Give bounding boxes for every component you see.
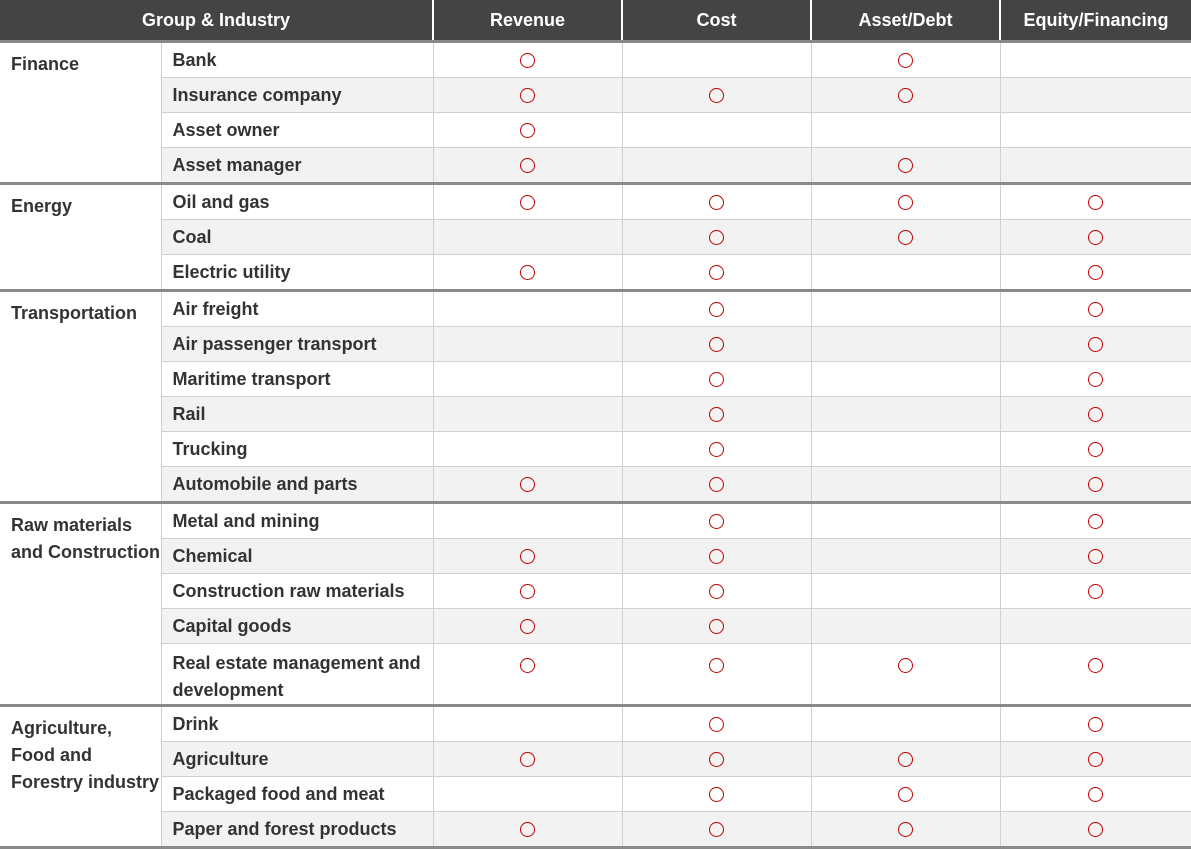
revenue-cell [433,220,622,255]
equity-financing-cell [1000,574,1191,609]
circle-mark-icon [709,584,724,599]
cost-cell [622,78,811,113]
equity-financing-cell [1000,220,1191,255]
revenue-cell [433,327,622,362]
table-row [0,742,1191,777]
table-row [0,255,1191,291]
circle-mark-icon [709,442,724,457]
revenue-cell [433,812,622,848]
cost-cell [622,742,811,777]
asset-debt-cell [811,397,1000,432]
circle-mark-icon [898,230,913,245]
revenue-cell [433,609,622,644]
circle-mark-icon [709,88,724,103]
circle-mark-icon [709,822,724,837]
equity-financing-cell [1000,362,1191,397]
industry-name: Insurance company [161,78,433,113]
asset-debt-cell [811,113,1000,148]
group-name: Finance [0,42,161,184]
revenue-cell [433,255,622,291]
table-row [0,644,1191,706]
equity-financing-cell [1000,777,1191,812]
revenue-cell [433,362,622,397]
cost-cell [622,467,811,503]
revenue-cell [433,42,622,78]
circle-mark-icon [709,230,724,245]
circle-mark-icon [709,752,724,767]
circle-mark-icon [898,822,913,837]
table-row [0,184,1191,220]
industry-name: Paper and forest products [161,812,433,848]
circle-mark-icon [1088,477,1103,492]
circle-mark-icon [1088,752,1103,767]
equity-financing-cell [1000,78,1191,113]
cost-cell [622,644,811,706]
table-row [0,42,1191,78]
table-row [0,467,1191,503]
table-row [0,148,1191,184]
equity-financing-cell [1000,148,1191,184]
table-row [0,113,1191,148]
header-group-industry: Group & Industry [0,0,433,42]
circle-mark-icon [1088,265,1103,280]
asset-debt-cell [811,644,1000,706]
circle-mark-icon [898,195,913,210]
table-row [0,777,1191,812]
table-row [0,503,1191,539]
header-row [0,0,1191,42]
group-name: Energy [0,184,161,291]
revenue-cell [433,78,622,113]
asset-debt-cell [811,255,1000,291]
circle-mark-icon [898,53,913,68]
equity-financing-cell [1000,291,1191,327]
circle-mark-icon [709,514,724,529]
circle-mark-icon [1088,195,1103,210]
asset-debt-cell [811,503,1000,539]
revenue-cell [433,113,622,148]
circle-mark-icon [1088,230,1103,245]
circle-mark-icon [1088,372,1103,387]
circle-mark-icon [709,549,724,564]
revenue-cell [433,467,622,503]
circle-mark-icon [1088,584,1103,599]
header-asset-debt: Asset/Debt [811,0,1000,42]
revenue-cell [433,184,622,220]
industry-name: Metal and mining [161,503,433,539]
circle-mark-icon [709,407,724,422]
group-name: Raw materials and Construction [0,503,161,706]
circle-mark-icon [709,619,724,634]
cost-cell [622,113,811,148]
circle-mark-icon [709,302,724,317]
circle-mark-icon [709,372,724,387]
circle-mark-icon [520,549,535,564]
equity-financing-cell [1000,812,1191,848]
table-row [0,574,1191,609]
asset-debt-cell [811,812,1000,848]
table-row [0,432,1191,467]
revenue-cell [433,777,622,812]
industry-name: Electric utility [161,255,433,291]
industry-name: Automobile and parts [161,467,433,503]
cost-cell [622,574,811,609]
circle-mark-icon [520,477,535,492]
industry-name: Rail [161,397,433,432]
industry-name: Drink [161,706,433,742]
equity-financing-cell [1000,742,1191,777]
circle-mark-icon [520,53,535,68]
industry-name: Air passenger transport [161,327,433,362]
circle-mark-icon [520,658,535,673]
asset-debt-cell [811,609,1000,644]
table-row [0,220,1191,255]
circle-mark-icon [520,195,535,210]
cost-cell [622,291,811,327]
circle-mark-icon [1088,337,1103,352]
cost-cell [622,539,811,574]
revenue-cell [433,644,622,706]
table-row [0,397,1191,432]
asset-debt-cell [811,42,1000,78]
circle-mark-icon [1088,717,1103,732]
table-row [0,539,1191,574]
asset-debt-cell [811,777,1000,812]
circle-mark-icon [1088,658,1103,673]
revenue-cell [433,432,622,467]
cost-cell [622,397,811,432]
circle-mark-icon [1088,407,1103,422]
industry-name: Coal [161,220,433,255]
equity-financing-cell [1000,706,1191,742]
revenue-cell [433,148,622,184]
header-cost: Cost [622,0,811,42]
table-row [0,327,1191,362]
group-name: Transportation [0,291,161,503]
cost-cell [622,362,811,397]
cost-cell [622,148,811,184]
circle-mark-icon [898,752,913,767]
industry-name: Packaged food and meat [161,777,433,812]
circle-mark-icon [520,88,535,103]
circle-mark-icon [1088,442,1103,457]
asset-debt-cell [811,78,1000,113]
circle-mark-icon [520,158,535,173]
circle-mark-icon [709,658,724,673]
circle-mark-icon [1088,787,1103,802]
asset-debt-cell [811,327,1000,362]
circle-mark-icon [520,584,535,599]
industry-name: Real estate management and development [161,644,433,706]
equity-financing-cell [1000,609,1191,644]
industry-name: Maritime transport [161,362,433,397]
circle-mark-icon [898,787,913,802]
asset-debt-cell [811,742,1000,777]
cost-cell [622,777,811,812]
circle-mark-icon [898,88,913,103]
circle-mark-icon [520,822,535,837]
equity-financing-cell [1000,467,1191,503]
cost-cell [622,42,811,78]
asset-debt-cell [811,432,1000,467]
circle-mark-icon [709,787,724,802]
circle-mark-icon [709,337,724,352]
equity-financing-cell [1000,327,1191,362]
revenue-cell [433,574,622,609]
industry-name: Oil and gas [161,184,433,220]
industry-name: Bank [161,42,433,78]
cost-cell [622,184,811,220]
industry-name: Capital goods [161,609,433,644]
circle-mark-icon [520,619,535,634]
cost-cell [622,609,811,644]
asset-debt-cell [811,184,1000,220]
industry-name: Chemical [161,539,433,574]
equity-financing-cell [1000,397,1191,432]
revenue-cell [433,539,622,574]
equity-financing-cell [1000,432,1191,467]
revenue-cell [433,291,622,327]
revenue-cell [433,742,622,777]
circle-mark-icon [1088,549,1103,564]
header-equity-financing: Equity/Financing [1000,0,1191,42]
asset-debt-cell [811,291,1000,327]
group-name: Agriculture, Food and Forestry industry [0,706,161,848]
industry-name: Asset owner [161,113,433,148]
industry-name: Agriculture [161,742,433,777]
table-body [0,42,1191,848]
cost-cell [622,432,811,467]
cost-cell [622,706,811,742]
equity-financing-cell [1000,644,1191,706]
circle-mark-icon [520,265,535,280]
asset-debt-cell [811,574,1000,609]
asset-debt-cell [811,467,1000,503]
asset-debt-cell [811,220,1000,255]
equity-financing-cell [1000,113,1191,148]
equity-financing-cell [1000,255,1191,291]
asset-debt-cell [811,706,1000,742]
industry-name: Air freight [161,291,433,327]
cost-cell [622,812,811,848]
circle-mark-icon [1088,514,1103,529]
revenue-cell [433,397,622,432]
asset-debt-cell [811,148,1000,184]
revenue-cell [433,503,622,539]
table-row [0,78,1191,113]
asset-debt-cell [811,539,1000,574]
industry-name: Construction raw materials [161,574,433,609]
industry-name: Trucking [161,432,433,467]
table-row [0,362,1191,397]
header-revenue: Revenue [433,0,622,42]
revenue-cell [433,706,622,742]
table-header [0,0,1191,42]
circle-mark-icon [898,158,913,173]
circle-mark-icon [898,658,913,673]
table-row [0,812,1191,848]
circle-mark-icon [709,477,724,492]
equity-financing-cell [1000,503,1191,539]
industry-name: Asset manager [161,148,433,184]
equity-financing-cell [1000,539,1191,574]
cost-cell [622,503,811,539]
table-row [0,706,1191,742]
circle-mark-icon [1088,822,1103,837]
asset-debt-cell [811,362,1000,397]
circle-mark-icon [709,195,724,210]
table-row [0,291,1191,327]
table-row [0,609,1191,644]
circle-mark-icon [709,717,724,732]
equity-financing-cell [1000,42,1191,78]
cost-cell [622,255,811,291]
cost-cell [622,220,811,255]
cost-cell [622,327,811,362]
circle-mark-icon [709,265,724,280]
circle-mark-icon [1088,302,1103,317]
circle-mark-icon [520,752,535,767]
circle-mark-icon [520,123,535,138]
equity-financing-cell [1000,184,1191,220]
